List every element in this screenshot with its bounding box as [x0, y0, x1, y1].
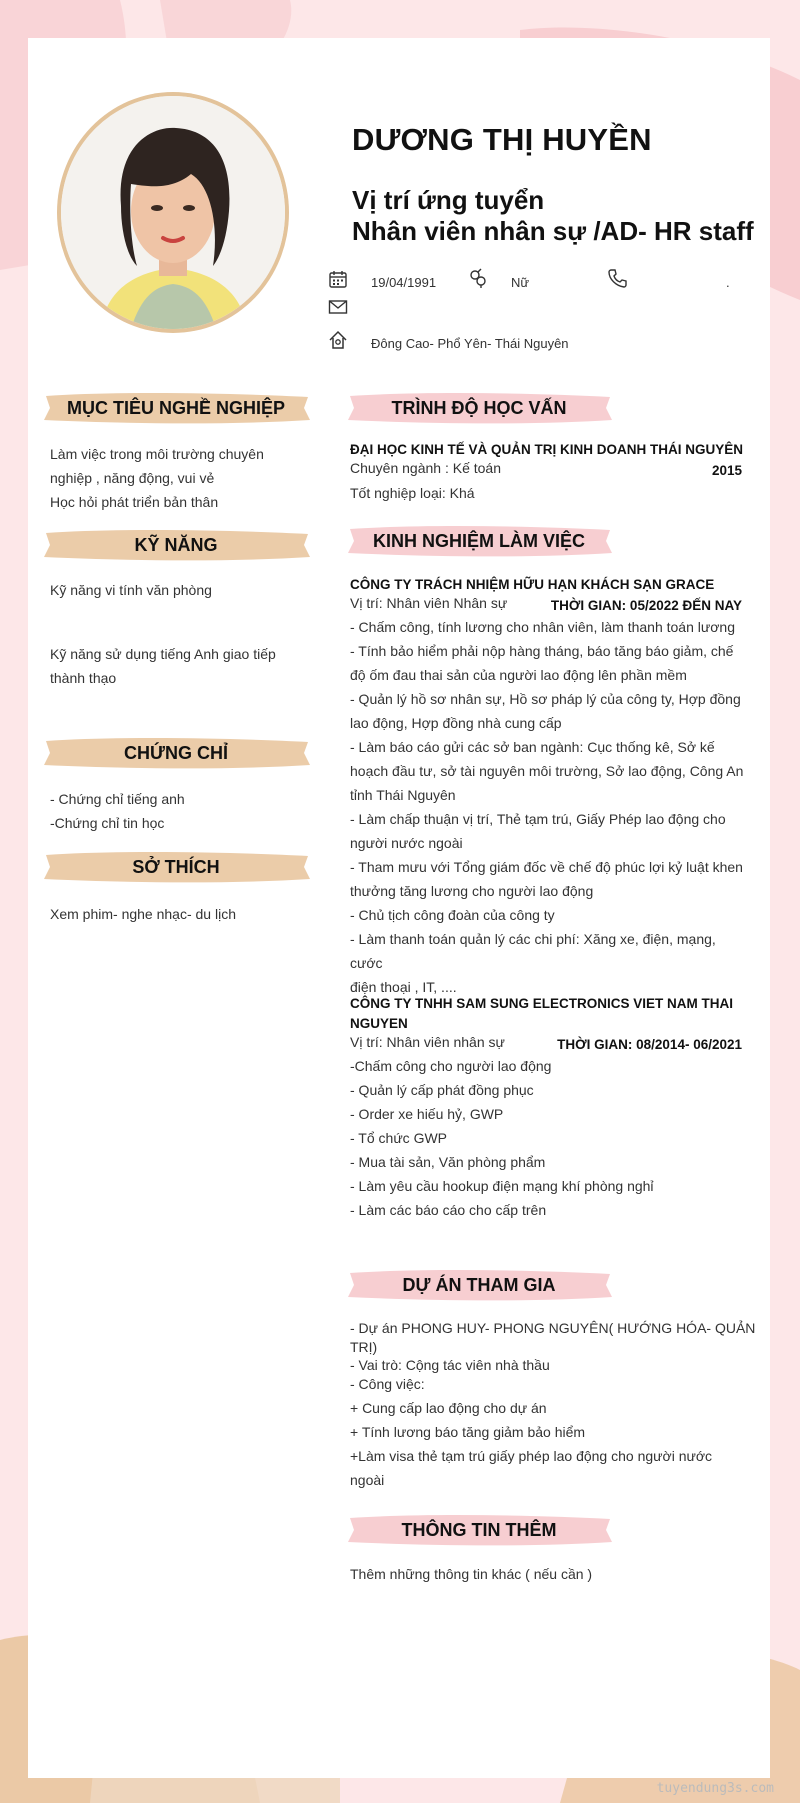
project-line-1a: - Dự án PHONG HUY- PHONG NGUYÊN( HƯỚNG HÓA- QUẢN	[350, 1320, 756, 1336]
objective-line-2: nghiệp , năng động, vui vẻ	[50, 470, 215, 486]
job2-company-line-1: CÔNG TY TNHH SAM SUNG ELECTRONICS VIET NAM THAI	[350, 996, 734, 1011]
job1-role: Vị trí: Nhân viên Nhân sự	[350, 595, 508, 611]
calendar-icon	[328, 269, 348, 289]
job1-duty-line: - Quản lý hồ sơ nhân sự, Hồ sơ pháp lý của công ty, Hợp đồng	[350, 691, 741, 707]
education-title: TRÌNH ĐỘ HỌC VẤN	[391, 397, 567, 418]
education-major: Chuyên ngành : Kế toán	[350, 460, 502, 476]
skills-heading	[40, 527, 312, 563]
project-line-1b: TRỊ)	[350, 1339, 378, 1355]
project-duty-line: + Cung cấp lao động cho dự án	[350, 1400, 547, 1416]
job2-role: Vị trí: Nhân viên nhân sự	[350, 1034, 505, 1050]
skill-2-line-2: thành thạo	[50, 670, 117, 686]
job1-duty-line: - Tính bảo hiểm phải nộp hàng tháng, báo tăng báo giảm, chế	[350, 643, 734, 659]
cert-2: -Chứng chỉ tin học	[50, 815, 165, 831]
position-value: Nhân viên nhân sự /AD- HR staff	[352, 216, 754, 246]
job2-duties	[350, 1054, 750, 1222]
profile-photo	[61, 96, 285, 329]
job2-duty-line: - Làm các báo cáo cho cấp trên	[350, 1202, 547, 1218]
objective-heading	[40, 390, 312, 426]
portrait-illustration	[61, 96, 285, 329]
job1-duty-line: - Chủ tịch công đoàn của công ty	[350, 907, 555, 923]
hobbies-title: SỞ THÍCH	[132, 856, 220, 877]
skill-1: Kỹ năng vi tính văn phòng	[50, 582, 212, 598]
cert-1: - Chứng chỉ tiếng anh	[50, 791, 185, 807]
hobbies-text: Xem phim- nghe nhạc- du lịch	[50, 906, 236, 922]
job2-duty-line: - Làm yêu cầu hookup điện mạng khí phòng nghỉ	[350, 1178, 654, 1194]
project-duty-line: ngoài	[350, 1472, 385, 1488]
skills-title: KỸ NĂNG	[134, 534, 218, 555]
job2-duty-line: - Mua tài sản, Văn phòng phẩm	[350, 1154, 546, 1170]
job2-company-line-2: NGUYEN	[350, 1016, 408, 1031]
job2-duty-line: - Quản lý cấp phát đồng phục	[350, 1082, 534, 1098]
skill-2-line-1: Kỹ năng sử dụng tiếng Anh giao tiếp	[50, 646, 276, 662]
job2-duty-line: - Order xe hiếu hỷ, GWP	[350, 1106, 504, 1122]
job1-duty-line: - Làm chấp thuận vị trí, Thẻ tạm trú, Giấy Phép lao động cho	[350, 811, 726, 827]
job2-time: THỜI GIAN: 08/2014- 06/2021	[557, 1037, 742, 1052]
project-duties	[350, 1396, 750, 1492]
watermark: tuyendung3s.com	[656, 1781, 774, 1796]
extra-title: THÔNG TIN THÊM	[401, 1519, 557, 1540]
project-duty-line: +Làm visa thẻ tạm trú giấy phép lao động cho người nước	[350, 1448, 713, 1464]
education-school: ĐẠI HỌC KINH TẾ VÀ QUẢN TRỊ KINH DOANH THÁI NGUYÊN	[350, 442, 744, 457]
job1-duty-line: người nước ngoài	[350, 835, 463, 851]
certs-title: CHỨNG CHỈ	[124, 742, 228, 763]
candidate-name: DƯƠNG THỊ HUYỀN	[352, 122, 652, 157]
project-line-3: - Công việc:	[350, 1376, 425, 1392]
job1-duty-line: độ ốm đau thai sản của người lao động lên phần mềm	[350, 667, 687, 683]
experience-heading	[344, 523, 614, 559]
home-icon	[328, 330, 348, 350]
objective-line-1: Làm việc trong môi trường chuyên	[50, 446, 264, 462]
objective-title: MỤC TIÊU NGHỀ NGHIỆP	[66, 397, 285, 418]
job1-duty-line: - Làm báo cáo gửi các sở ban ngành: Cục thống kê, Sở kế	[350, 739, 715, 755]
education-heading	[344, 390, 614, 426]
extra-text: Thêm những thông tin khác ( nếu cần )	[350, 1566, 593, 1582]
gender-icon	[468, 268, 488, 288]
job1-time: THỜI GIAN: 05/2022 ĐẾN NAY	[550, 598, 742, 613]
projects-heading	[344, 1267, 614, 1303]
education-grade: Tốt nghiệp loại: Khá	[350, 485, 475, 501]
job1-duty-line: lao động, Hợp đồng nhà cung cấp	[350, 715, 562, 731]
address-text: Đông Cao- Phổ Yên- Thái Nguyên	[371, 336, 569, 351]
project-duty-line: + Tính lương báo tăng giảm bảo hiểm	[350, 1424, 586, 1440]
hobbies-heading	[40, 849, 312, 885]
extra-heading	[344, 1512, 614, 1548]
gender-text: Nữ	[511, 275, 530, 290]
job1-duty-line: điện thoại , IT, ....	[350, 979, 457, 995]
job1-duty-line: - Làm thanh toán quản lý các chi phí: Xăng xe, điện, mạng, cước	[350, 931, 716, 971]
job1-duties	[350, 615, 750, 999]
job1-duty-line: - Tham mưu với Tổng giám đốc về chế độ phúc lợi kỷ luật khen	[350, 859, 743, 875]
job2-duty-line: - Tổ chức GWP	[350, 1130, 448, 1146]
job1-duty-line: tỉnh Thái Nguyên	[350, 787, 456, 803]
job1-duty-line: - Chấm công, tính lương cho nhân viên, làm thanh toán lương	[350, 619, 735, 635]
birthday-text: 19/04/1991	[371, 275, 437, 290]
phone-text: .	[726, 275, 730, 290]
profile-photo-frame	[57, 92, 289, 333]
envelope-icon	[328, 297, 348, 317]
position-label: Vị trí ứng tuyển	[352, 185, 545, 215]
projects-title: DỰ ÁN THAM GIA	[402, 1274, 556, 1295]
project-line-2: - Vai trò: Cộng tác viên nhà thầu	[350, 1357, 550, 1373]
job1-duty-line: hoạch đầu tư, sở tài nguyên môi trường, Sở lao động, Công An	[350, 763, 744, 779]
certs-heading	[40, 735, 312, 771]
job2-duty-line: -Chấm công cho người lao động	[350, 1058, 552, 1074]
phone-icon	[607, 268, 627, 288]
objective-line-3: Học hỏi phát triển bản thân	[50, 494, 219, 510]
job1-company: CÔNG TY TRÁCH NHIỆM HỮU HẠN KHÁCH SẠN GRACE	[350, 577, 715, 592]
education-year: 2015	[711, 463, 742, 478]
job1-duty-line: thưởng tăng lương cho người lao động	[350, 883, 594, 899]
experience-title: KINH NGHIỆM LÀM VIỆC	[372, 530, 585, 551]
